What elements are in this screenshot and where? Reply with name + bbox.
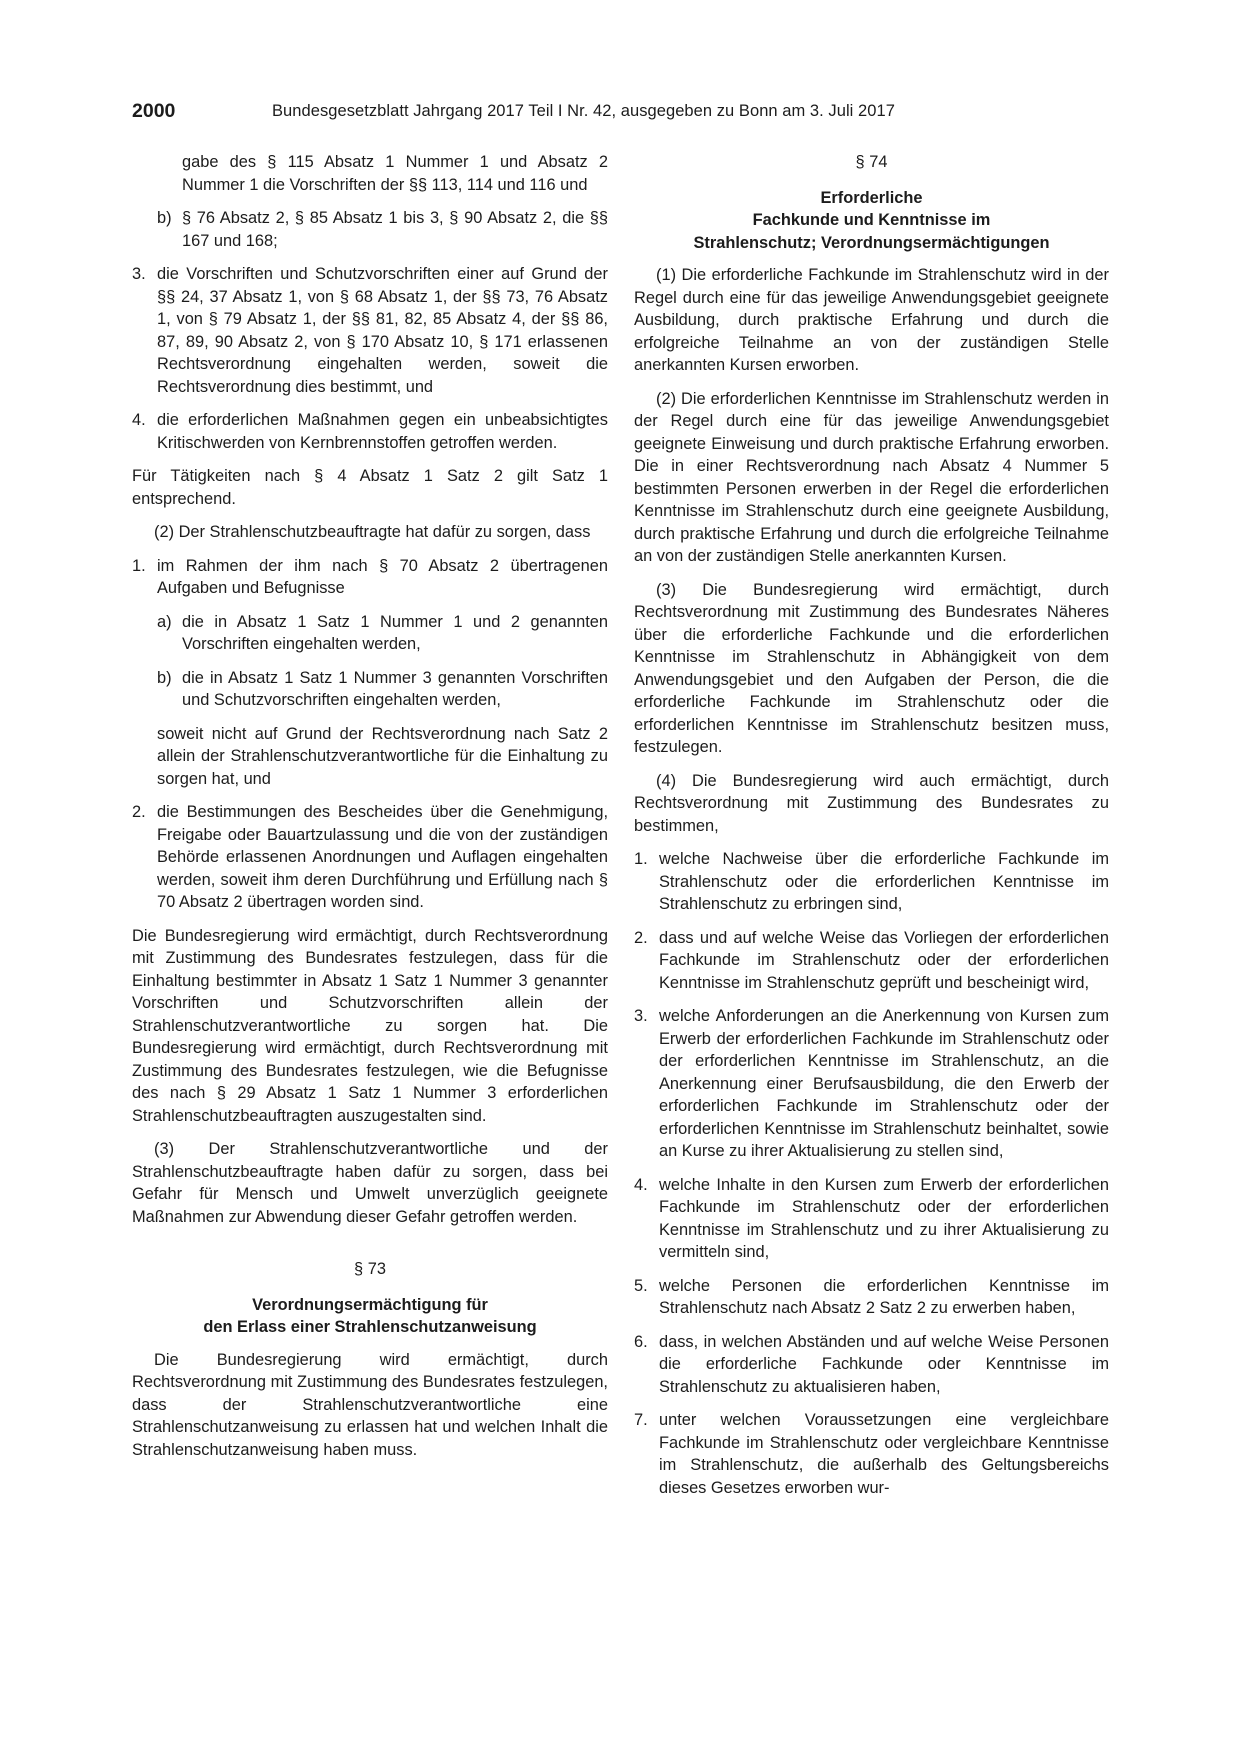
list-label: 3. (634, 1007, 648, 1025)
list-text: die Vorschriften und Schutzvorschriften einer auf Grund der §§ 24, 37 Absatz 1, von § 68 Absatz 1, der §§ 73, 76 Absatz 1, von § 79 Absatz 1, der §§ 81, 82, 85 Absatz 4, der §§ 86, 87, 89, 90 Absatz 2, von § 170 Absatz 10, § 171 erlassenen Rechtsverordnung eingehalten werden, soweit die Rechtsverordnung dies bestimmt, und (157, 265, 608, 396)
running-header (132, 100, 1132, 126)
list-text: im Rahmen der ihm nach § 70 Absatz 2 übertragenen Aufgaben und Befugnisse (157, 556, 608, 597)
list-item-5 (634, 1275, 1109, 1320)
paragraph-taetigkeiten: Für Tätigkeiten nach § 4 Absatz 1 Satz 2 gilt Satz 1 entsprechend. (132, 467, 608, 508)
list-text: die erforderlichen Maßnahmen gegen ein unbeabsichtigtes Kritischwerden von Kernbrennstoffen getroffen werden. (157, 411, 608, 452)
list-text: § 76 Absatz 2, § 85 Absatz 1 bis 3, § 90 Absatz 2, die §§ 167 und 168; (182, 209, 608, 250)
running-title: Bundesgesetzblatt Jahrgang 2017 Teil I Nr. 42, ausgegeben zu Bonn am 3. Juli 2017 (272, 102, 895, 120)
list-label: 4. (132, 411, 146, 429)
list-text: dass und auf welche Weise das Vorliegen der erforderlichen Fachkunde im Strahlenschutz oder der erforderlichen Kenntnisse im Strahlenschutz geprüft und bescheinigt wird, (659, 928, 1109, 992)
right-column (634, 151, 1109, 1499)
list-label: a) (157, 612, 172, 631)
section-title-line: Erforderliche (820, 188, 923, 207)
section-title-line: Strahlenschutz; Verordnungsermächtigungen (693, 233, 1050, 252)
list-item-4 (132, 409, 608, 454)
page-number: 2000 (132, 100, 176, 122)
list-label: 1. (634, 850, 648, 868)
list-item-1-tail: soweit nicht auf Grund der Rechtsverordnung nach Satz 2 allein der Strahlenschutzverantwortliche für die Einhaltung zu sorgen hat, und (157, 724, 608, 788)
list-item-4 (634, 1174, 1109, 1264)
list-item-b (132, 207, 608, 252)
list-item-3 (132, 263, 608, 398)
list-text: welche Personen die erforderlichen Kenntnisse im Strahlenschutz nach Absatz 2 Satz 2 zu erwerben haben, (659, 1276, 1109, 1317)
list-text: unter welchen Voraussetzungen eine vergleichbare Fachkunde im Strahlenschutz oder vergleichbare Kenntnisse im Strahlenschutz, die außerhalb des Geltungsbereichs dieses Gesetzes erworben wur- (659, 1411, 1109, 1497)
list-item-a (132, 611, 608, 656)
list-label: b) (157, 209, 172, 227)
paragraph-3: (3) Der Strahlenschutzverantwortliche und der Strahlenschutzbeauftragte haben dafür zu sorgen, dass bei Gefahr für Mensch und Umwelt unverzüglich geeignete Maßnahmen zur Abwendung dieser Gefahr getroffen werden. (132, 1140, 608, 1226)
paragraph-4: (4) Die Bundesregierung wird auch ermächtigt, durch Rechtsverordnung mit Zustimmung des Bundesrates zu bestimmen, (634, 771, 1109, 835)
list-text: welche Inhalte in den Kursen zum Erwerb der erforderlichen Fachkunde im Strahlenschutz oder der erforderlichen Kenntnisse im Strahlenschutz und zu ihrer Aktualisierung zu vermitteln sind, (659, 1175, 1109, 1261)
list-label: 2. (132, 803, 146, 821)
list-label: 4. (634, 1175, 648, 1194)
list-label: 5. (634, 1276, 648, 1295)
list-item-3 (634, 1005, 1109, 1163)
list-text: dass, in welchen Abständen und auf welche Weise Personen die erforderliche Fachkunde oder Kenntnisse im Strahlenschutz zu aktualisieren haben, (659, 1332, 1109, 1396)
list-label: 6. (634, 1332, 648, 1351)
paragraph-bundesregierung: Die Bundesregierung wird ermächtigt, durch Rechtsverordnung mit Zustimmung des Bundesrates festzulegen, dass für die Einhaltung bestimmter in Absatz 1 Satz 1 Nummer 3 genannter Vorschriften und Schutzvorschriften allein der Strahlenschutzverantwortliche zu sorgen hat. Die Bundesregierung wird ermächtigt, durch Rechtsverordnung mit Zustimmung des Bundesrates festzulegen, wie die Befugnisse des nach § 29 Absatz 1 Satz 1 Nummer 3 erforderlichen Strahlenschutzbeauftragten auszugestalten sind. (132, 926, 608, 1125)
section-number: § 74 (855, 153, 888, 171)
list-text: die in Absatz 1 Satz 1 Nummer 3 genannten Vorschriften und Schutzvorschriften eingehalten werden, (182, 668, 608, 709)
list-text: die Bestimmungen des Bescheides über die Genehmigung, Freigabe oder Bauartzulassung und die von der zuständigen Behörde erlassenen Anordnungen und Auflagen eingehalten werden, soweit ihm deren Durchführung und Erfüllung nach § 70 Absatz 2 übertragen worden sind. (157, 803, 608, 911)
list-item-1 (132, 555, 608, 600)
list-item-2 (634, 927, 1109, 995)
paragraph-2: (2) Die erforderlichen Kenntnisse im Strahlenschutz werden in der Regel durch eine für das jeweilige Anwendungsgebiet geeignete Einweisung und durch praktische Erfahrung erworben. Die in einer Rechtsverordnung nach Absatz 4 Nummer 5 bestimmten Personen erwerben in der Regel die erforderlichen Kenntnisse im Strahlenschutz durch eine geeignete Ausbildung, durch praktische Erfahrung und durch die erfolgreiche Teilnahme an von der zuständigen Stelle anerkannten Kursen. (634, 389, 1109, 565)
section-number: § 73 (354, 1260, 386, 1278)
list-item-1 (634, 848, 1109, 916)
paragraph-2: (2) Der Strahlenschutzbeauftragte hat dafür zu sorgen, dass (154, 523, 591, 541)
list-item-2 (132, 801, 608, 914)
section-title-line: den Erlass einer Strahlenschutzanweisung (203, 1318, 537, 1336)
list-label: 2. (634, 928, 648, 947)
list-label: b) (157, 668, 172, 687)
section-73-text: Die Bundesregierung wird ermächtigt, durch Rechtsverordnung mit Zustimmung des Bundesrates festzulegen, dass der Strahlenschutzverantwortliche eine Strahlenschutzanweisung zu erlassen hat und welchen Inhalt die Strahlenschutzanweisung haben muss. (132, 1350, 608, 1459)
list-label: 1. (132, 556, 146, 575)
list-text: welche Anforderungen an die Anerkennung von Kursen zum Erwerb der erforderlichen Fachkunde im Strahlenschutz oder der erforderlichen Kenntnisse im Strahlenschutz, an die Anerkennung einer Berufsausbildung, die den Erwerb der erforderlichen Fachkunde im Strahlenschutz oder der erforderlichen Kenntnisse im Strahlenschutz beinhaltet, sowie an Kurse zu ihrer Aktualisierung zu stellen sind, (659, 1007, 1109, 1160)
paragraph-3: (3) Die Bundesregierung wird ermächtigt, durch Rechtsverordnung mit Zustimmung des Bundesrates Näheres über die erforderliche Fachkunde und die erforderlichen Kenntnisse im Strahlenschutz in Abhängigkeit von dem Anwendungsgebiet und den Aufgaben der Person, die die erforderliche Fachkunde im Strahlenschutz oder die erforderlichen Kenntnisse im Strahlenschutz besitzen muss, festzulegen. (634, 580, 1109, 756)
list-text: die in Absatz 1 Satz 1 Nummer 1 und 2 genannten Vorschriften eingehalten werden, (182, 612, 608, 653)
paragraph-1: (1) Die erforderliche Fachkunde im Strahlenschutz wird in der Regel durch eine für das jeweilige Anwendungsgebiet geeignete Ausbildung, durch praktische Erfahrung und durch die erfolgreiche Teilnahme an von der zuständigen Stelle anerkannten Kursen erworben. (634, 266, 1109, 374)
list-item-6 (634, 1331, 1109, 1399)
list-item-7 (634, 1409, 1109, 1499)
section-title-line: Verordnungsermächtigung für (252, 1295, 488, 1314)
list-label: 7. (634, 1411, 648, 1429)
continued-item-a: gabe des § 115 Absatz 1 Nummer 1 und Absatz 2 Nummer 1 die Vorschriften der §§ 113, 114 und 116 und (182, 153, 608, 194)
list-item-b (132, 667, 608, 712)
list-text: welche Nachweise über die erforderliche Fachkunde im Strahlenschutz oder die erforderlichen Kenntnisse im Strahlenschutz zu erbringen sind, (659, 850, 1109, 913)
section-title-line: Fachkunde und Kenntnisse im (752, 211, 991, 229)
list-label: 3. (132, 265, 146, 283)
left-column (132, 151, 608, 1461)
